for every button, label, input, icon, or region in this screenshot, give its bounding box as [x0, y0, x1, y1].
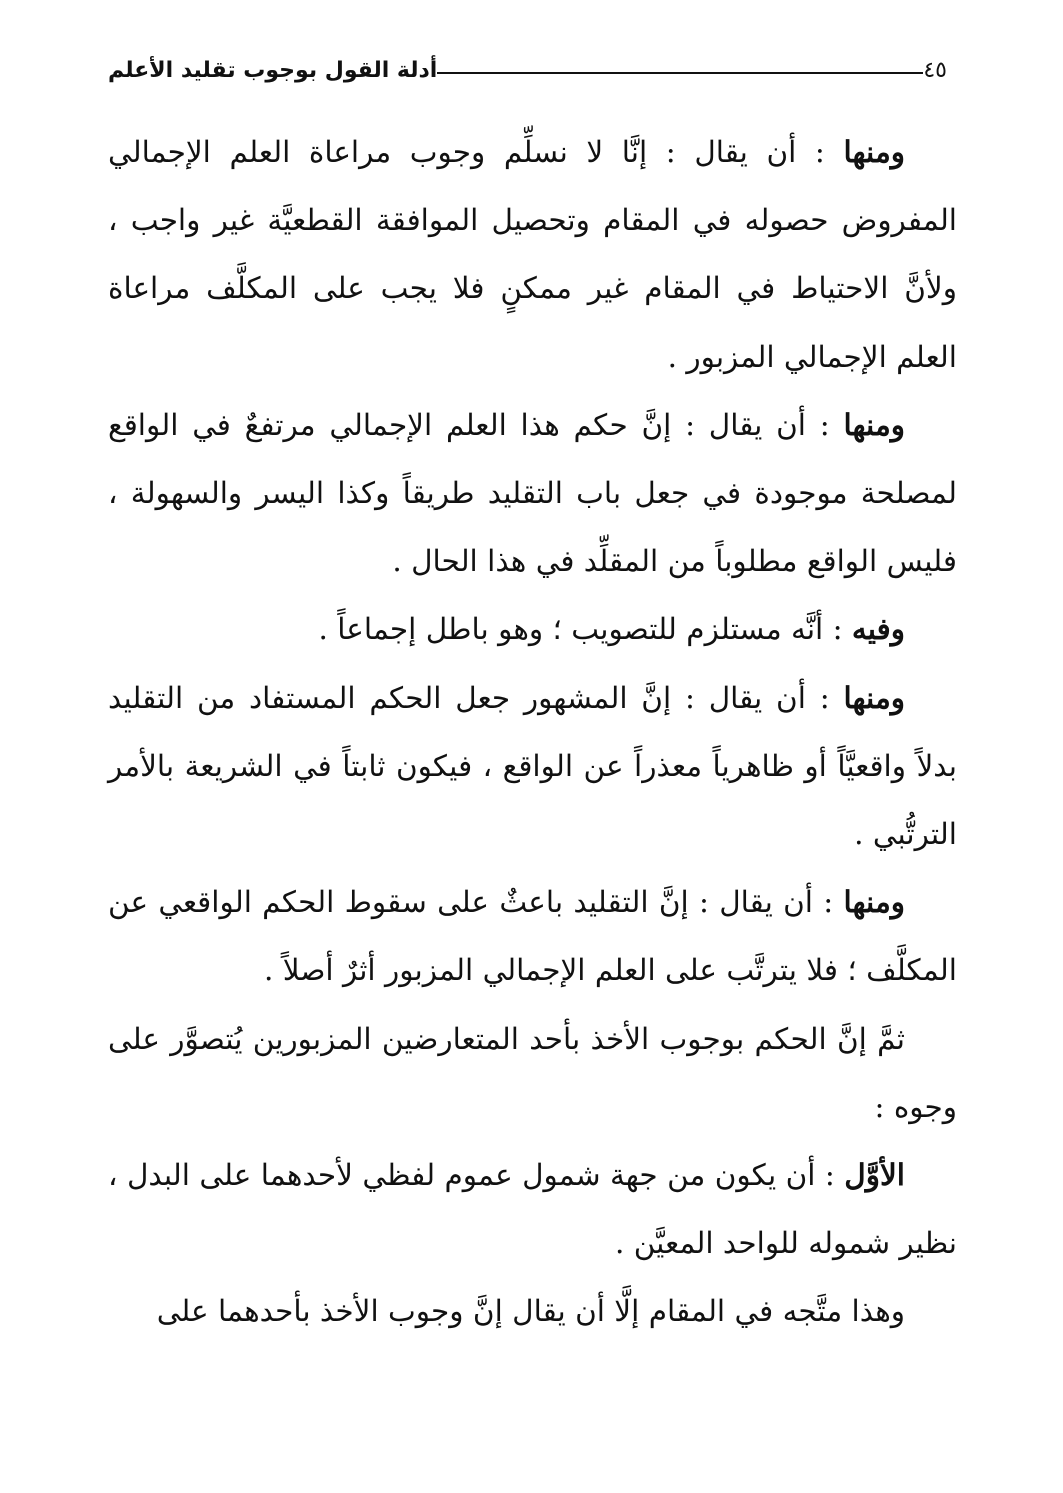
- paragraph: [108, 868, 957, 1004]
- paragraph-text: : أن يقال : إنَّا لا نسلِّم وجوب مراعاة العلم الإجمالي المفروض حصوله في المقام وتحصيل الموافقة القطعيَّة غير واجب ، ولأنَّ الاحتياط في المقام غير ممكنٍ فلا يجب على المكلَّف مراعاة العلم الإجمالي المزبور .: [108, 135, 957, 374]
- paragraph-lead: ومنها: [843, 406, 905, 442]
- paragraph-lead: ومنها: [843, 884, 905, 920]
- paragraph-text: : أنَّه مستلزم للتصويب ؛ وهو باطل إجماعاً .: [318, 612, 852, 647]
- paragraph: [108, 595, 957, 663]
- page-body: [108, 118, 957, 1346]
- chapter-title: أدلة القول بوجوب تقليد الأعلم: [108, 57, 438, 83]
- paragraph-text: ثمَّ إنَّ الحكم بوجوب الأخذ بأحد المتعارضين المزبورين يُتصوَّر على وجوه :: [108, 1021, 957, 1124]
- paragraph-text: : أن يكون من جهة شمول عموم لفظي لأحدهما على البدل ، نظير شموله للواحد المعيَّن .: [108, 1158, 957, 1261]
- paragraph-text: : أن يقال : إنَّ التقليد باعثٌ على سقوط الحكم الواقعي عن المكلَّف ؛ فلا يترتَّب على العلم الإجمالي المزبور أثرٌ أصلاً .: [108, 885, 957, 988]
- paragraph: [108, 664, 957, 869]
- paragraph-text: وهذا متَّجه في المقام إلَّا أن يقال إنَّ وجوب الأخذ بأحدهما على: [156, 1294, 905, 1329]
- paragraph-text: : أن يقال : إنَّ حكم هذا العلم الإجمالي مرتفعٌ في الواقع لمصلحة موجودة في جعل باب التقليد طريقاً وكذا اليسر والسهولة ، فليس الواقع مطلوباً من المقلِّد في هذا الحال .: [108, 407, 957, 579]
- paragraph-lead: الأوَّل: [844, 1157, 905, 1193]
- paragraph-lead: ومنها: [843, 134, 905, 169]
- paragraph-text: : أن يقال : إنَّ المشهور جعل الحكم المستفاد من التقليد بدلاً واقعيَّاً أو ظاهرياً معذراً عن الواقع ، فيكون ثابتاً في الشريعة بالأمر الترتُّبي .: [108, 680, 957, 852]
- paragraph: [108, 391, 957, 596]
- paragraph: [108, 1141, 957, 1277]
- paragraph-lead: ومنها: [843, 679, 905, 715]
- header-rule: [437, 72, 923, 74]
- running-header: [100, 50, 957, 90]
- paragraph: [108, 1277, 957, 1345]
- page-number: ٤٥: [923, 57, 947, 83]
- paragraph: [108, 1005, 957, 1141]
- paragraph-lead: وفيه: [851, 611, 905, 647]
- paragraph: [108, 118, 957, 391]
